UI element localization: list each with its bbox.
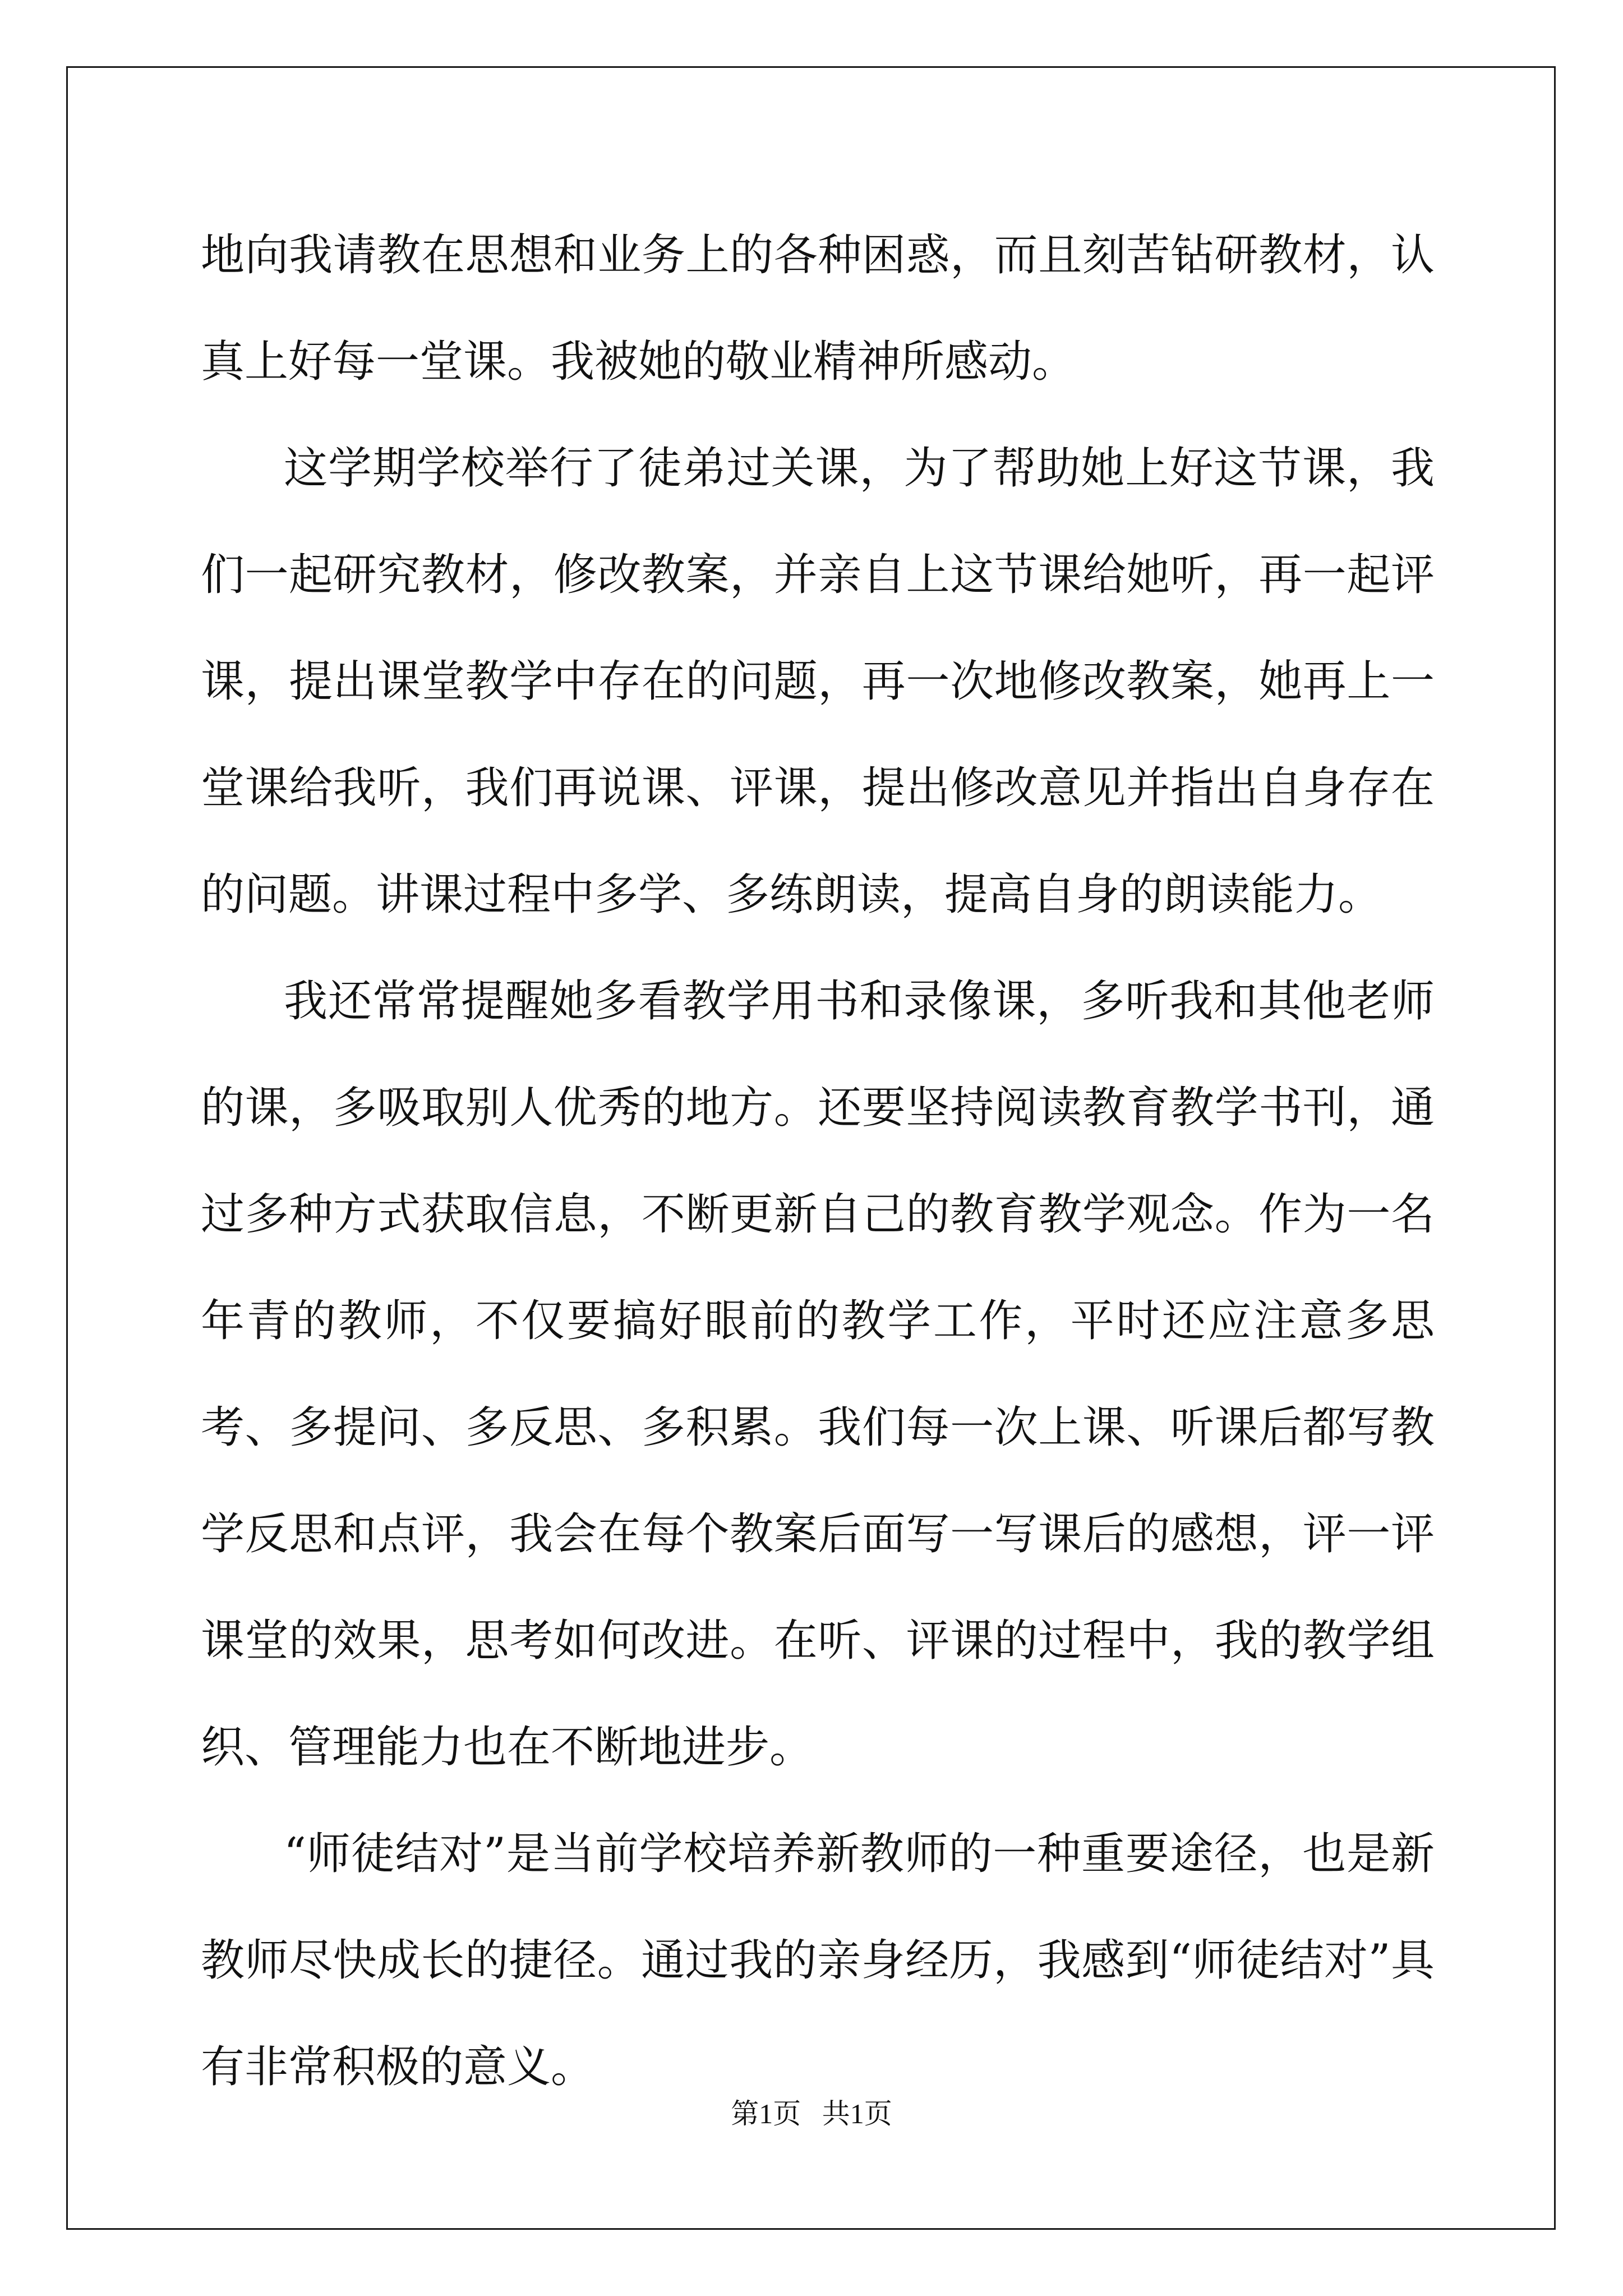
document-body (201, 202, 1435, 2120)
paragraph-4: “师徒结对”是当前学校培养新教师的一种重要途径，也是新教师尽快成长的捷径。通过我的亲身经历，我感到“师徒结对”具有非常积极的意义。 (201, 1829, 1435, 2092)
page-footer: 第1页 共1页 (731, 2098, 892, 2129)
paragraph-3: 我还常常提醒她多看教学用书和录像课，多听我和其他老师的课，多吸取别人优秀的地方。还要坚持阅读教育教学书刊，通过多种方式获取信息，不断更新自己的教育教学观念。作为一名年青的教师，不仅要搞好眼前的教学工作，平时还应注意多思考、多提问、多反思、多积累。我们每一次上课、听课后都写教学反思和点评，我会在每个教案后面写一写课后的感想，评一评课堂的效果，思考如何改进。在听、评课的过程中，我的教学组织、管理能力也在不断地进步。 (201, 976, 1435, 1773)
paragraph-2: 这学期学校举行了徒弟过关课，为了帮助她上好这节课，我们一起研究教材，修改教案，并亲自上这节课给她听，再一起评课，提出课堂教学中存在的问题，再一次地修改教案，她再上一堂课给我听，我们再说课、评课，提出修改意见并指出自身存在的问题。讲课过程中多学、多练朗读，提高自身的朗读能力。 (201, 443, 1435, 920)
paragraph-1: 地向我请教在思想和业务上的各种困惑，而且刻苦钻研教材，认真上好每一堂课。我被她的敬业精神所感动。 (201, 230, 1435, 387)
